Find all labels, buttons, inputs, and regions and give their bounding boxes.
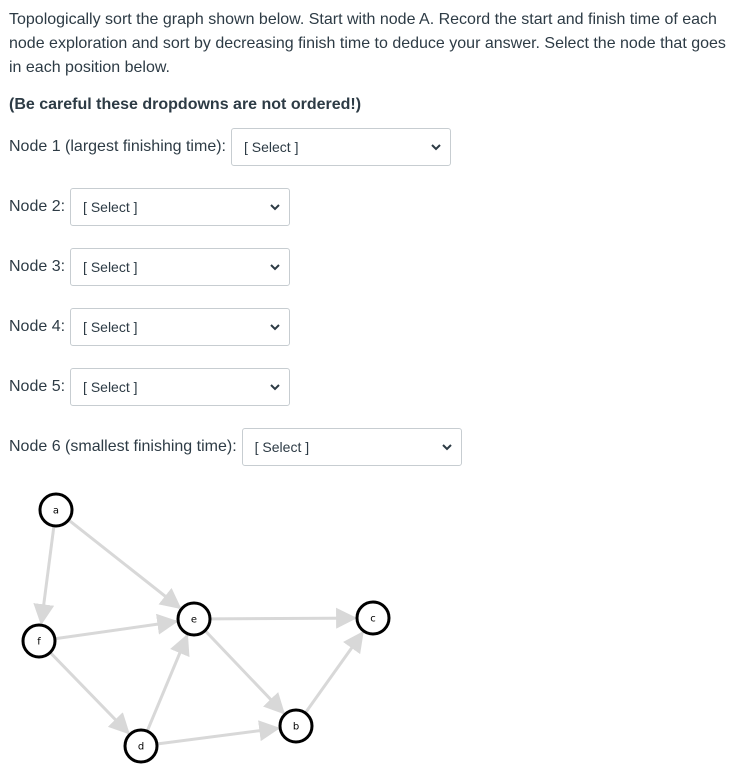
node-3-dropdown[interactable]	[70, 248, 290, 286]
edge-a-e	[69, 520, 180, 608]
node-1-row	[9, 128, 451, 166]
question-text: Topologically sort the graph shown below. Start with node A. Record the start and finish time of each node exploration and sort by decreasing finish time to deduce your answer. Select the node that goes in each position below.	[9, 11, 726, 76]
chevron-down-icon	[269, 321, 281, 333]
node-2-dropdown[interactable]	[70, 188, 290, 226]
graph-node-label: e	[190, 614, 198, 626]
node-3-label: Node 3:	[9, 258, 66, 275]
node-5-dropdown[interactable]	[70, 368, 290, 406]
graph-node-b	[280, 710, 312, 742]
edge-f-d	[50, 652, 128, 733]
chevron-down-icon	[269, 261, 281, 273]
node-4-row	[9, 308, 290, 346]
graph-node-a	[40, 494, 72, 526]
node-5-row	[9, 368, 290, 406]
chevron-down-icon	[441, 441, 453, 453]
edge-d-b	[157, 728, 278, 744]
node-3-row	[9, 248, 290, 286]
node-1-label: Node 1 (largest finishing time):	[9, 138, 226, 155]
warning-text: (Be careful these dropdowns are not ordered!)	[9, 96, 362, 113]
node-2-row	[9, 188, 290, 226]
node-5-dropdown-value: [ Select ]	[83, 379, 138, 395]
graph-node-label: a	[52, 505, 60, 517]
chevron-down-icon	[430, 141, 442, 153]
node-1-dropdown[interactable]	[231, 128, 451, 166]
node-4-dropdown-value: [ Select ]	[83, 319, 138, 335]
node-4-dropdown[interactable]	[70, 308, 290, 346]
node-6-label: Node 6 (smallest finishing time):	[9, 438, 237, 455]
graph-node-label: f	[37, 636, 41, 648]
graph-node-label: d	[137, 741, 145, 753]
edge-e-b	[205, 631, 284, 713]
graph-node-d	[125, 730, 157, 762]
edge-f-e	[55, 622, 176, 639]
edge-d-e	[147, 636, 187, 732]
graph-node-label: c	[370, 613, 376, 625]
node-2-label: Node 2:	[9, 198, 66, 215]
chevron-down-icon	[269, 381, 281, 393]
edge-e-c	[210, 618, 355, 619]
chevron-down-icon	[269, 201, 281, 213]
node-3-dropdown-value: [ Select ]	[83, 259, 138, 275]
node-4-label: Node 4:	[9, 318, 66, 335]
graph-node-e	[178, 603, 210, 635]
directed-graph	[0, 478, 420, 772]
node-6-dropdown[interactable]	[242, 428, 462, 466]
node-2-dropdown-value: [ Select ]	[83, 199, 138, 215]
graph-node-c	[357, 602, 389, 634]
node-6-dropdown-value: [ Select ]	[254, 439, 310, 455]
edge-a-f	[41, 526, 54, 623]
edge-b-c	[305, 633, 362, 713]
node-1-dropdown-value: [ Select ]	[243, 139, 299, 155]
node-6-row	[9, 428, 462, 466]
node-5-label: Node 5:	[9, 378, 66, 395]
graph-node-label: b	[292, 721, 300, 733]
graph-node-f	[23, 625, 55, 657]
